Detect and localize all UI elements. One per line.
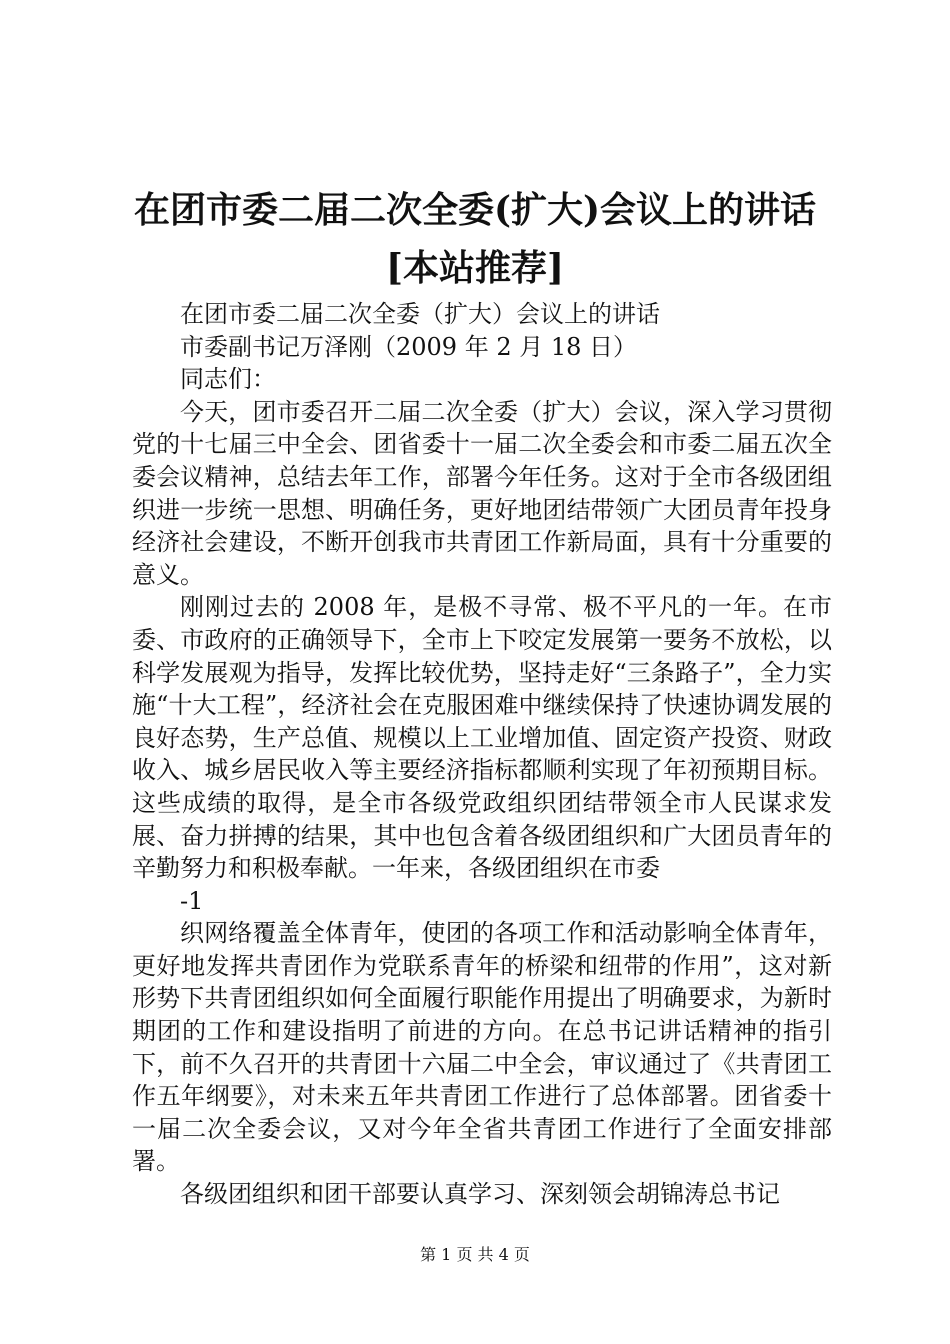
- paragraph: 各级团组织和团干部要认真学习、深刻领会胡锦涛总书记: [180, 1180, 780, 1209]
- paragraph: 今天，团市委召开二届二次全委（扩大）会议，深入学习贯彻党的十七届三中全会、团省委十一届二次全委会和市委二届五次全委会议精神，总结去年工作，部署今年任务。这对于全市各级团组织进一步统一思想、明确任务，更好地团结带领广大团员青年投身经济社会建设，不断开创我市共青团工作新局面，具有十分重要的意义。: [132, 397, 832, 589]
- document-title: 在团市委二届二次全委(扩大)会议上的讲话: [133, 189, 817, 231]
- speech-heading: 在团市委二届二次全委（扩大）会议上的讲话: [180, 300, 660, 328]
- page-footer: 第 1 页 共 4 页: [420, 1245, 530, 1264]
- document-body: [132, 298, 832, 1211]
- salutation: 同志们：: [180, 365, 276, 394]
- paragraph: 织网络覆盖全体青年，使团的各项工作和活动影响全体青年，更好地发挥共青团作为党联系青年的桥梁和纽带的作用”，这对新形势下共青团组织如何全面履行职能作用提出了明确要求，为新时期团的工作和建设指明了前进的方向。在总书记讲话精神的指引下，前不久召开的共青团十六届二中全会，审议通过了《共青团工作五年纲要》，对未来五年共青团工作进行了总体部署。团省委十一届二次全委会议，又对今年全省共青团工作进行了全面安排部署。: [132, 919, 832, 1176]
- paragraph: 刚刚过去的 2008 年，是极不寻常、极不平凡的一年。在市委、市政府的正确领导下，全市上下咬定发展第一要务不放松，以科学发展观为指导，发挥比较优势，坚持走好“三条路子”，全力实施“十大工程”，经济社会在克服困难中继续保持了快速协调发展的良好态势，生产总值、规模以上工业增加值、固定资产投资、财政收入、城乡居民收入等主要经济指标都顺利实现了年初预期目标。这些成绩的取得，是全市各级党政组织团结带领全市人民谋求发展、奋力拼搏的结果，其中也包含着各级团组织和广大团员青年的辛勤努力和积极奉献。一年来，各级团组织在市委: [132, 593, 832, 883]
- speaker-line: 市委副书记万泽刚（2009 年 2 月 18 日）: [180, 332, 638, 361]
- page-marker: -1: [180, 886, 204, 915]
- document-title-tag: [本站推荐]: [385, 247, 565, 289]
